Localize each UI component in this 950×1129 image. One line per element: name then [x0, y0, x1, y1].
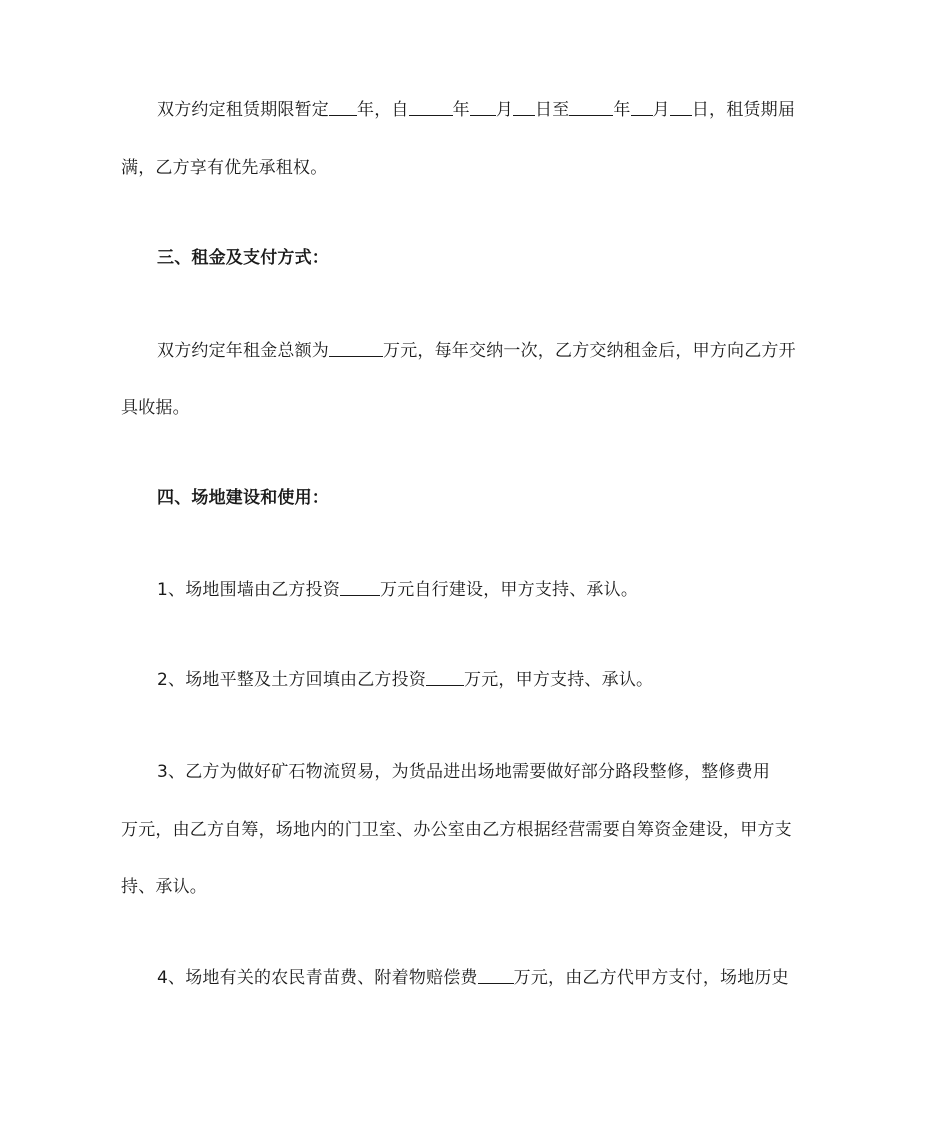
text-segment: 万元自行建设，甲方支持、承认。: [380, 580, 639, 600]
blank-compensation-amount: [478, 966, 514, 984]
item-4: [157, 966, 789, 990]
text-segment: 万元，由乙方代甲方支付，场地历史: [513, 968, 789, 988]
item-3-line-1: 3、乙方为做好矿石物流贸易，为货品进出场地需要做好部分路段整修，整修费用: [157, 762, 771, 782]
section-heading-rent: 三、租金及支付方式：: [157, 248, 329, 268]
lease-term-line-2: 满，乙方享有优先承租权。: [121, 158, 328, 178]
blank-end-year: [569, 98, 613, 116]
blank-years: [329, 98, 357, 116]
blank-end-month: [631, 98, 653, 116]
text-segment: 年，自: [357, 100, 409, 120]
text-segment: 4、场地有关的农民青苗费、附着物赔偿费: [157, 968, 478, 988]
blank-wall-investment: [340, 578, 380, 596]
text-segment: 月: [495, 100, 514, 120]
rent-line-1: [157, 339, 796, 363]
blank-start-day: [513, 98, 535, 116]
text-segment: 万元，甲方支持、承认。: [464, 670, 654, 690]
lease-term-line-1: [157, 98, 795, 122]
text-segment: 日，租赁期届: [691, 100, 796, 120]
text-segment: 双方约定年租金总额为: [157, 341, 329, 361]
text-segment: 双方约定租赁期限暂定: [157, 100, 329, 120]
section-heading-construction: 四、场地建设和使用：: [157, 488, 329, 508]
blank-start-month: [470, 98, 496, 116]
blank-leveling-investment: [426, 668, 464, 686]
blank-end-day: [670, 98, 692, 116]
blank-rent-amount: [329, 339, 383, 357]
text-segment: 年: [613, 100, 631, 120]
text-segment: 1、场地围墙由乙方投资: [157, 580, 341, 600]
blank-start-year: [409, 98, 453, 116]
text-segment: 日至: [535, 100, 570, 120]
item-3-line-3: 持、承认。: [121, 877, 207, 897]
item-3-line-2: 万元，由乙方自筹，场地内的门卫室、办公室由乙方根据经营需要自筹资金建设，甲方支: [121, 820, 792, 840]
text-segment: 月: [652, 100, 670, 120]
text-segment: 万元，每年交纳一次，乙方交纳租金后，甲方向乙方开: [383, 341, 796, 361]
item-2: [157, 668, 653, 692]
rent-line-2: 具收据。: [121, 398, 190, 418]
text-segment: 年: [452, 100, 470, 120]
text-segment: 2、场地平整及土方回填由乙方投资: [157, 670, 427, 690]
item-1: [157, 578, 638, 602]
